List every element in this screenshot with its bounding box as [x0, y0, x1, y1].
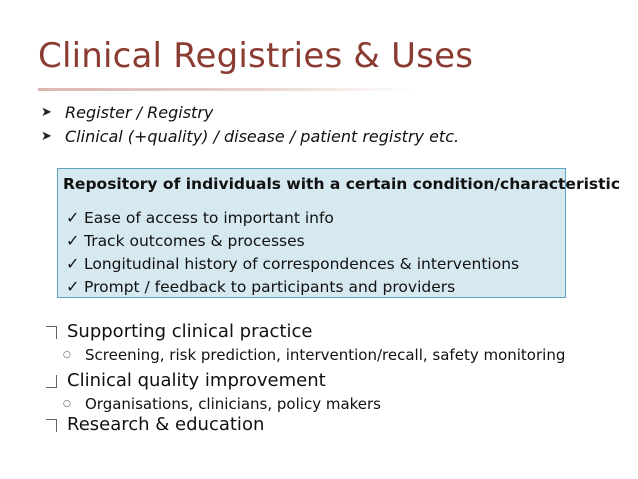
- arrow-bullet-icon: ➤: [41, 105, 52, 120]
- main-bullet-label: Supporting clinical practice: [67, 321, 313, 342]
- box-title: Repository of individuals with a certain condition/characteristic: [63, 175, 621, 193]
- top-bullet-clinical: [41, 127, 459, 146]
- square-bullet-icon: [46, 375, 57, 388]
- checkmark-icon: ✓: [66, 277, 80, 296]
- title-underline: [38, 88, 418, 91]
- square-bullet-icon: [46, 419, 57, 432]
- circle-bullet-icon: ○: [63, 350, 71, 360]
- box-item-label: Track outcomes & processes: [84, 231, 305, 250]
- sub-bullet-label: Screening, risk prediction, intervention/recall, safety monitoring: [85, 346, 566, 364]
- box-item-label: Longitudinal history of correspondences & interventions: [84, 254, 520, 273]
- checkmark-icon: ✓: [66, 208, 80, 227]
- top-bullet-label: Clinical (+quality) / disease / patient registry etc.: [65, 127, 460, 146]
- box-item-label: Ease of access to important info: [84, 208, 334, 227]
- box-item: [66, 208, 334, 227]
- main-bullet-quality: [46, 370, 326, 391]
- top-bullet-register: [41, 103, 213, 122]
- checkmark-icon: ✓: [66, 231, 80, 250]
- sub-bullet-label: Organisations, clinicians, policy makers: [85, 395, 382, 413]
- sub-bullet: [63, 395, 381, 413]
- slide-title: Clinical Registries & Uses: [38, 36, 474, 76]
- box-item: [66, 254, 519, 273]
- top-bullet-label: Register / Registry: [65, 103, 214, 122]
- checkmark-icon: ✓: [66, 254, 80, 273]
- box-item-label: Prompt / feedback to participants and providers: [84, 277, 456, 296]
- box-item: [66, 231, 305, 250]
- main-bullet-supporting: [46, 321, 312, 342]
- main-bullet-label: Clinical quality improvement: [67, 370, 326, 391]
- square-bullet-icon: [46, 326, 57, 339]
- box-item: [66, 277, 455, 296]
- sub-bullet: [63, 346, 565, 364]
- circle-bullet-icon: ○: [63, 399, 71, 409]
- main-bullet-research: [46, 414, 264, 435]
- arrow-bullet-icon: ➤: [41, 129, 52, 144]
- main-bullet-label: Research & education: [67, 414, 265, 435]
